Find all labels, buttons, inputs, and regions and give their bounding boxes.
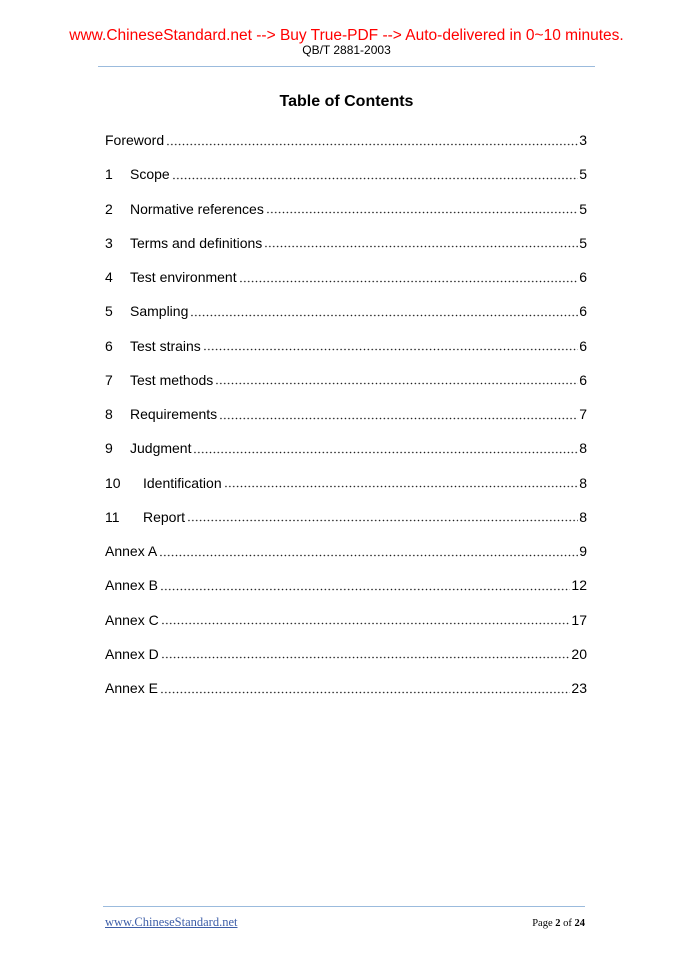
toc-dot-leader	[161, 637, 571, 671]
toc-entry-requirements[interactable]	[105, 397, 587, 431]
toc-entry-page: 12	[571, 577, 587, 594]
toc-dot-leader	[266, 192, 578, 226]
toc-entry-page: 6	[579, 371, 587, 388]
toc-entry-title: Foreword	[105, 132, 165, 148]
toc-entry-identification[interactable]	[105, 466, 587, 500]
page-of-label: of	[563, 918, 572, 929]
toc-entry-title: Report	[143, 508, 186, 525]
toc-entry-title: Annex C	[105, 611, 159, 628]
toc-dot-leader	[215, 363, 578, 397]
toc-dot-leader	[203, 329, 578, 363]
footer-website-link[interactable]: www.ChineseStandard.net	[105, 915, 238, 929]
toc-dot-leader	[161, 603, 571, 637]
toc-entry-test-strains[interactable]	[105, 329, 587, 363]
toc-entry-page: 8	[579, 508, 587, 525]
page-label: Page	[532, 918, 553, 929]
toc-entry-page: 9	[579, 543, 587, 559]
toc-entry-title: Terms and definitions	[130, 234, 263, 251]
toc-entry-title: Test methods	[130, 371, 214, 388]
toc-dot-leader	[160, 671, 570, 705]
toc-entry-page: 6	[579, 269, 587, 285]
toc-entry-page: 5	[579, 200, 587, 217]
toc-dot-leader	[159, 534, 578, 568]
toc-entry-page: 8	[579, 474, 587, 491]
toc-entry-number: 5	[105, 303, 113, 320]
current-page-number: 2	[555, 918, 561, 929]
toc-entry-sampling[interactable]	[105, 294, 587, 328]
toc-dot-leader	[224, 466, 579, 500]
toc-entry-report[interactable]	[105, 500, 587, 534]
toc-entry-number: 10	[105, 474, 121, 491]
toc-entry-number: 9	[105, 440, 113, 457]
standard-code: QB/T 2881-2003	[302, 43, 391, 57]
toc-entry-page: 5	[579, 166, 587, 183]
toc-dot-leader	[160, 568, 570, 602]
toc-entry-title: Sampling	[130, 303, 189, 320]
toc-entry-title: Scope	[130, 166, 170, 183]
toc-dot-leader	[219, 397, 578, 431]
toc-entry-annex-d[interactable]	[105, 637, 587, 671]
toc-entry-title: Test strains	[130, 337, 201, 354]
toc-entry-page: 23	[571, 680, 587, 696]
header-divider	[98, 66, 595, 67]
toc-entry-judgment[interactable]	[105, 431, 587, 465]
toc-entry-annex-b[interactable]	[105, 568, 587, 602]
toc-entry-title: Normative references	[130, 200, 264, 217]
toc-entry-test-methods[interactable]	[105, 363, 587, 397]
toc-dot-leader	[193, 431, 578, 465]
toc-entry-page: 20	[571, 645, 587, 662]
toc-entry-page: 7	[579, 406, 587, 422]
toc-entry-page: 8	[579, 440, 587, 457]
toc-dot-leader	[239, 260, 579, 294]
toc-entry-test-environment[interactable]	[105, 260, 587, 294]
toc-entry-number: 11	[105, 508, 120, 525]
page-title: Table of Contents	[279, 93, 414, 110]
toc-entry-title: Identification	[143, 474, 222, 491]
toc-dot-leader	[264, 226, 578, 260]
toc-dot-leader	[190, 294, 578, 328]
toc-entry-title: Requirements	[130, 406, 218, 422]
toc-entry-page: 6	[579, 303, 587, 320]
toc-entry-number: 7	[105, 371, 113, 388]
toc-entry-title: Test environment	[130, 269, 237, 285]
toc-entry-title: Annex E	[105, 680, 158, 696]
toc-dot-leader	[187, 500, 578, 534]
toc-entry-number: 8	[105, 406, 113, 422]
page-indicator	[532, 917, 585, 930]
toc-entry-annex-e[interactable]	[105, 671, 587, 705]
toc-entry-title: Judgment	[130, 440, 192, 457]
footer-divider	[103, 906, 585, 907]
toc-entry-number: 3	[105, 234, 113, 251]
toc-dot-leader	[166, 123, 578, 157]
toc-entry-scope[interactable]	[105, 157, 587, 191]
toc-entry-title: Annex B	[105, 577, 158, 594]
toc-entry-normative-references[interactable]	[105, 192, 587, 226]
total-pages-number: 24	[574, 918, 585, 929]
toc-entry-title: Annex A	[105, 543, 158, 559]
toc-entry-title: Annex D	[105, 645, 159, 662]
toc-entry-page: 17	[571, 611, 587, 628]
toc-entry-foreword[interactable]	[105, 123, 587, 157]
table-of-contents	[105, 123, 587, 705]
toc-entry-number: 2	[105, 200, 113, 217]
toc-entry-annex-a[interactable]	[105, 534, 587, 568]
toc-entry-annex-c[interactable]	[105, 603, 587, 637]
header-banner-link[interactable]: www.ChineseStandard.net --> Buy True-PDF --> Auto-delivered in 0~10 minutes.	[69, 27, 624, 44]
toc-entry-page: 5	[579, 234, 587, 251]
toc-entry-page: 3	[579, 132, 587, 148]
toc-entry-page: 6	[579, 337, 587, 354]
toc-entry-number: 1	[105, 166, 113, 183]
toc-entry-number: 6	[105, 337, 113, 354]
toc-dot-leader	[172, 157, 579, 191]
toc-entry-number: 4	[105, 269, 113, 285]
toc-entry-terms-and-definitions[interactable]	[105, 226, 587, 260]
